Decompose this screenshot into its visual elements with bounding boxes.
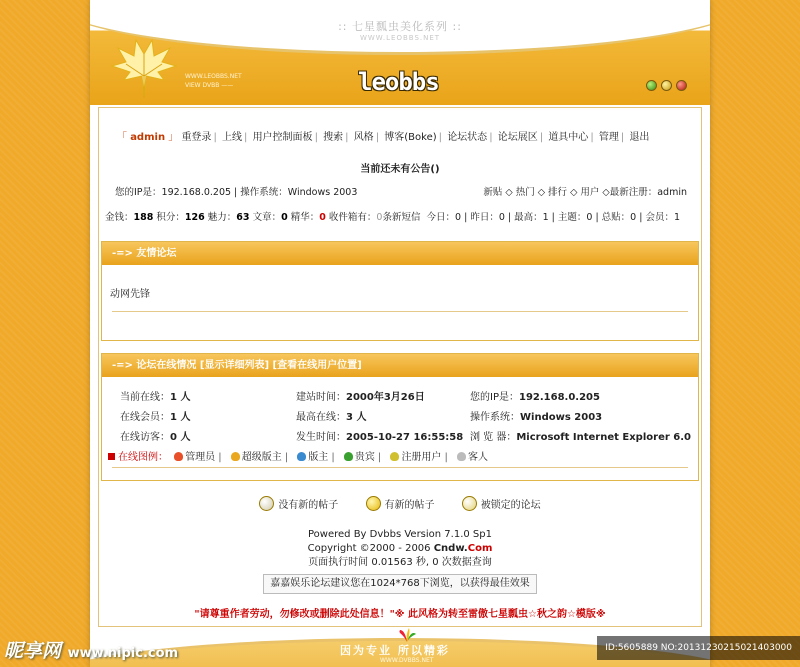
legend-registered: 注册用户	[401, 452, 442, 463]
new-posts-label: 有新的帖子	[384, 500, 435, 511]
friend-forums-title: -=> 友情论坛	[102, 242, 698, 265]
online-current-label: 当前在线：	[120, 392, 170, 403]
main-content	[98, 107, 702, 627]
copyright-warning: "请尊重作者劳动，勿修改或删除此处信息！"※ 此风格为转至雷傲七星瓢虫☆秋之韵☆模版※	[194, 609, 606, 620]
header	[90, 0, 710, 105]
announcement[interactable]: 当前还未有公告()	[360, 164, 440, 175]
online-legend: 在线图例： 管理员 | 超级版主 | 版主 | 贵宾 | 注册用户 | 客人	[108, 448, 488, 463]
mod-user-icon	[297, 452, 306, 461]
essence-value: 0	[319, 212, 326, 223]
founded-value: 2000年3月26日	[346, 392, 425, 403]
watermark-url: www.nipic.com	[67, 646, 179, 661]
admin-user-icon	[174, 452, 183, 461]
ip-line: 您的IP是：192.168.0.205 | 操作系统：Windows 2003	[115, 187, 358, 198]
watermark-text: 昵享网	[4, 640, 62, 662]
page	[90, 0, 710, 667]
legend-locked-forum	[462, 496, 541, 511]
watermark-id: ID:5605889 NO:20131230215021403000	[597, 636, 800, 660]
nav-item-relogin[interactable]: 重登录	[181, 132, 212, 143]
essence-label: 精华：	[290, 212, 320, 223]
nav-item-props[interactable]: 道具中心	[548, 132, 589, 143]
nav-item-online[interactable]: 上线	[222, 132, 242, 143]
divider	[112, 311, 688, 312]
watermark-logo	[4, 636, 178, 663]
user-stats	[105, 209, 699, 223]
founded-label: 建站时间：	[296, 392, 346, 403]
gold-label: 金钱：	[105, 212, 134, 223]
resolution-tip: 嘉嘉娱乐论坛建议您在1024*768下浏览，以获得最佳效果	[263, 574, 537, 594]
site-title: :: 七星瓢虫美化系列 ::	[338, 20, 462, 33]
charm-value: 63	[236, 212, 250, 223]
locked-forum-icon	[462, 496, 477, 511]
online-guests-value: 0 人	[170, 432, 191, 443]
online-members	[120, 408, 190, 423]
no-new-posts-label: 没有新的帖子	[278, 500, 339, 511]
legend-guest: 客人	[468, 452, 488, 463]
quick-links[interactable]: 新贴 ◇ 热门 ◇ 排行 ◇ 用户 ◇最新注册：admin	[483, 187, 687, 198]
online-current	[120, 388, 190, 403]
legend-title: 在线图例：	[118, 452, 168, 463]
yellow-light-icon[interactable]	[661, 80, 672, 91]
green-light-icon[interactable]	[646, 80, 657, 91]
peak-time	[296, 428, 463, 443]
online-members-label: 在线会员：	[120, 412, 170, 423]
online-members-value: 1 人	[170, 412, 191, 423]
visitor-browser-label: 浏 览 器：	[470, 432, 517, 443]
vip-user-icon	[344, 452, 353, 461]
legend-new-posts	[366, 496, 435, 511]
charm-label: 魅力：	[207, 212, 237, 223]
top-nav: 「 admin 」 重登录 | 上线 | 用户控制面板 | 搜索 | 风格 | 博客(Boke) | 论坛状态 | 论坛展区 | 道具中心 | 管理 | 退出	[117, 128, 649, 143]
nav-item-control-panel[interactable]: 用户控制面板	[252, 132, 313, 143]
forum-counts: 今日：0 | 昨日：0 | 最高：1 | 主题：0 | 总贴：0 | 会员：1	[426, 212, 680, 223]
guest-user-icon	[457, 452, 466, 461]
bottom-slogan: 因为专业 所以精彩	[340, 644, 450, 657]
copyright-cndw[interactable]: Cndw.	[433, 543, 468, 554]
powered-by[interactable]: Powered By Dvbbs Version 7.1.0 Sp1	[308, 529, 492, 540]
inbox-value[interactable]: 0	[376, 212, 383, 223]
copyright	[99, 542, 701, 556]
online-guests	[120, 428, 190, 443]
exec-time: 页面执行时间 0.01563 秒, 0 次数据查询	[308, 557, 492, 568]
max-online-value: 3 人	[346, 412, 367, 423]
nav-bracket-open: 「	[117, 132, 127, 143]
visitor-os-value: Windows 2003	[520, 412, 603, 423]
legend-vip: 贵宾	[354, 452, 375, 463]
locked-forum-label: 被锁定的论坛	[480, 500, 541, 511]
inbox-tail[interactable]: 条新短信	[382, 212, 421, 223]
nav-item-showcase[interactable]: 论坛展区	[497, 132, 538, 143]
nav-item-style[interactable]: 风格	[353, 132, 374, 143]
nav-item-forum-status[interactable]: 论坛状态	[447, 132, 488, 143]
article-value: 0	[281, 212, 288, 223]
copyright-com[interactable]: Com	[467, 543, 493, 554]
registered-user-icon	[390, 452, 399, 461]
nav-user-link[interactable]: admin	[130, 132, 166, 143]
visitor-browser-value: Microsoft Internet Explorer 6.0	[516, 432, 691, 443]
visitor-ip-label: 您的IP是：	[470, 392, 519, 403]
footer	[99, 528, 701, 594]
visitor-ip	[470, 388, 600, 403]
window-lights	[646, 80, 687, 91]
info-row	[115, 184, 687, 198]
score-label: 积分：	[156, 212, 185, 223]
new-posts-icon	[366, 496, 381, 511]
visitor-ip-value: 192.168.0.205	[518, 392, 600, 403]
nav-item-blog[interactable]: 博客(Boke)	[384, 132, 437, 143]
gold-value: 188	[133, 212, 154, 223]
super-mod-user-icon	[231, 452, 240, 461]
slogan-line-1: WWW.LEOBBS.NET	[185, 73, 242, 80]
site-url: WWW.LEOBBS.NET	[359, 34, 441, 42]
max-online	[296, 408, 366, 423]
peak-time-label: 发生时间：	[296, 432, 346, 443]
legend-no-new-posts	[259, 496, 338, 511]
online-guests-label: 在线访客：	[120, 432, 170, 443]
inbox-label[interactable]: 收件箱有：	[328, 212, 377, 223]
online-status-title[interactable]: -=> 论坛在线情况 [显示详细列表] [查看在线用户位置]	[102, 354, 698, 377]
no-new-posts-icon	[259, 496, 274, 511]
legend-mod: 版主	[308, 452, 329, 463]
visitor-browser	[470, 428, 691, 443]
visitor-os	[470, 408, 602, 423]
max-online-label: 最高在线：	[296, 412, 346, 423]
bottom-url: WWW.DVBBS.NET	[380, 657, 434, 664]
nav-item-search[interactable]: 搜索	[323, 132, 344, 143]
red-light-icon[interactable]	[676, 80, 687, 91]
visitor-os-label: 操作系统：	[470, 412, 520, 423]
nav-item-admin[interactable]: 管理	[598, 132, 619, 143]
nav-item-logout[interactable]: 退出	[629, 132, 650, 143]
nav-bracket-close: 」	[168, 132, 179, 143]
header-slogan	[185, 72, 242, 90]
online-status-box	[101, 353, 699, 481]
friend-forums-box	[101, 241, 699, 341]
divider	[112, 467, 688, 468]
maple-leaf-icon	[104, 36, 184, 105]
site-logo[interactable]: leobbs	[358, 68, 439, 96]
score-value: 126	[184, 212, 205, 223]
founded-date	[296, 388, 425, 403]
online-current-value: 1 人	[170, 392, 191, 403]
post-status-legend	[99, 496, 701, 514]
slogan-line-2: VIEW DVBB ——	[185, 82, 234, 89]
peak-time-value: 2005-10-27 16:55:58	[346, 432, 464, 443]
legend-admin: 管理员	[185, 452, 216, 463]
article-label: 文章：	[252, 212, 282, 223]
legend-marker-icon	[108, 453, 115, 460]
copyright-text: Copyright ©2000 - 2006	[307, 543, 434, 554]
friend-forum-link[interactable]: 动网先锋	[110, 289, 150, 300]
legend-super-mod: 超级版主	[241, 452, 282, 463]
